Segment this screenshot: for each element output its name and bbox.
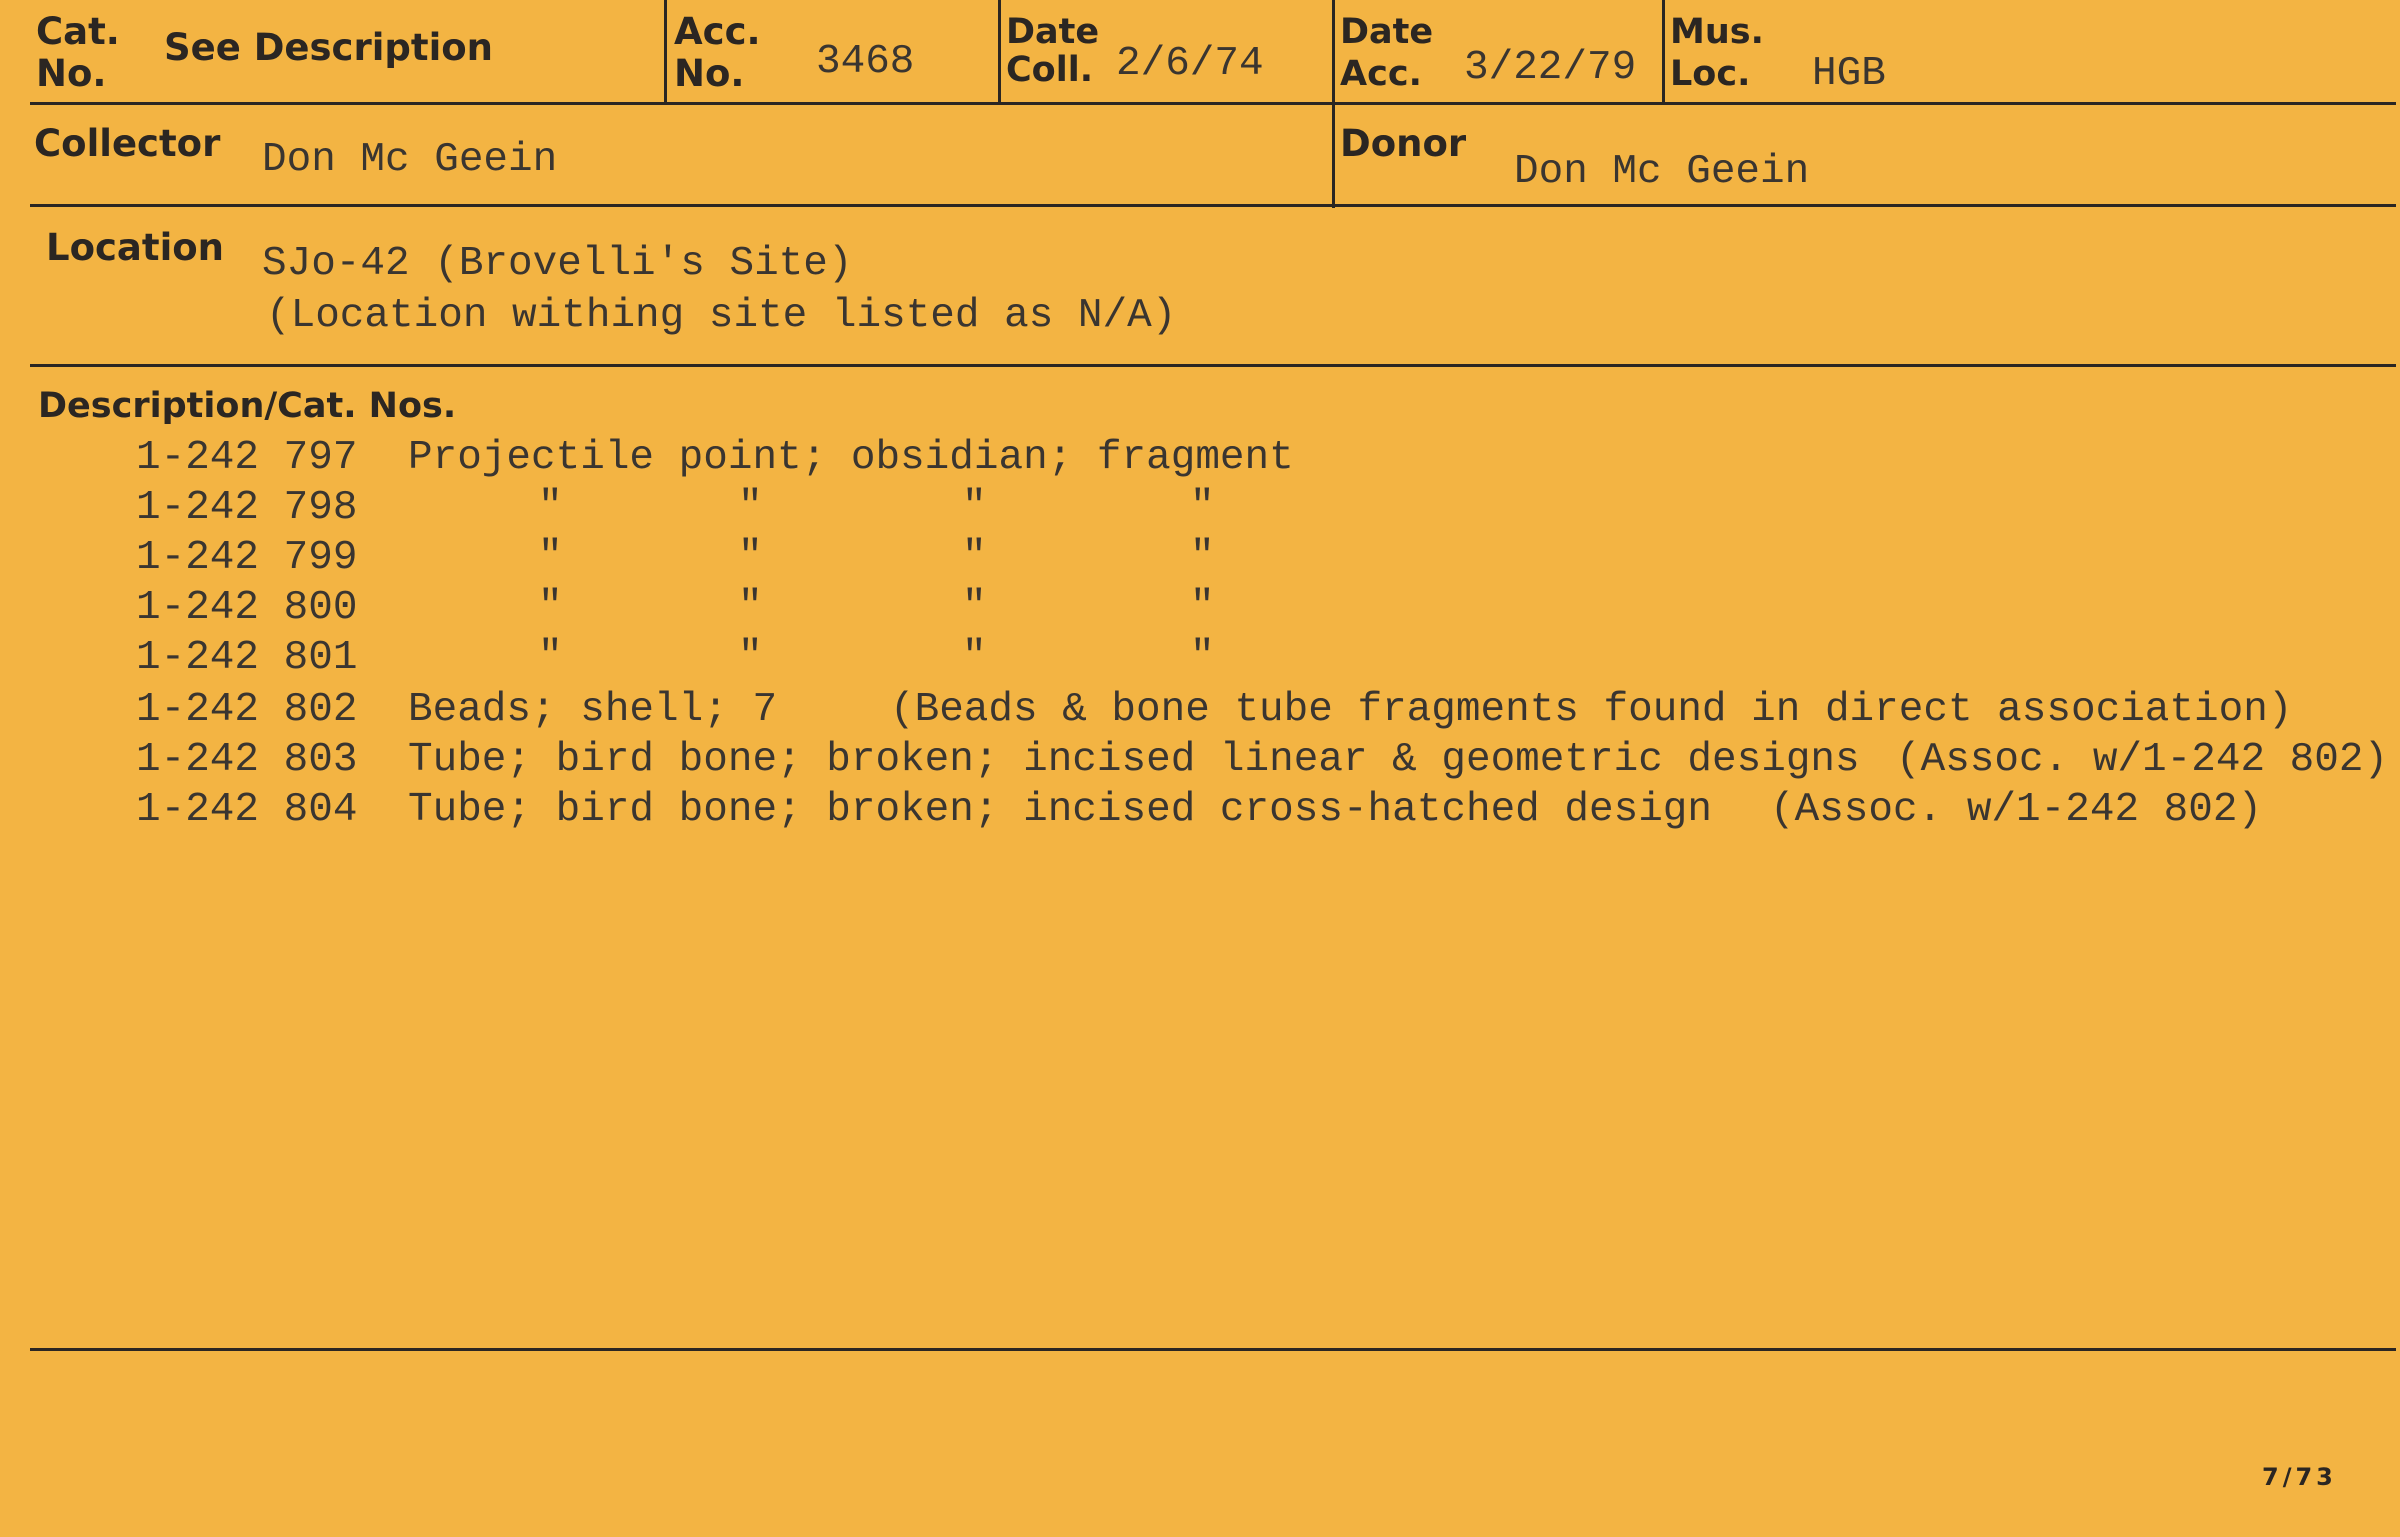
item-description: Projectile point; obsidian; fragment <box>408 435 1294 481</box>
donor-value: Don Mc Geein <box>1514 149 1810 195</box>
list-item <box>0 634 2400 684</box>
mus-loc-value: HGB <box>1812 51 1886 97</box>
donor-label: Donor <box>1340 122 1467 165</box>
ditto-mark: " <box>962 634 987 680</box>
ditto-mark: " <box>538 584 563 630</box>
date-acc-label-line1: Date <box>1340 12 1434 52</box>
list-item <box>0 686 2400 736</box>
ditto-mark: " <box>738 584 763 630</box>
item-description: Tube; bird bone; broken; incised cross-hatched design <box>408 787 1713 833</box>
date-coll-label-line2: Coll. <box>1006 50 1094 90</box>
date-acc-value: 3/22/79 <box>1464 45 1637 91</box>
header-divider-4 <box>1662 0 1665 104</box>
mus-loc-label-line1: Mus. <box>1670 12 1764 52</box>
header-divider-1 <box>664 0 667 104</box>
cat-number: 1-242 799 <box>136 535 358 581</box>
cat-number: 1-242 804 <box>136 787 358 833</box>
list-item <box>0 584 2400 634</box>
cat-number: 1-242 803 <box>136 737 358 783</box>
list-item <box>0 736 2400 786</box>
cat-number: 1-242 797 <box>136 435 358 481</box>
collector-rule <box>30 204 2396 207</box>
collector-value: Don Mc Geein <box>262 137 558 183</box>
cat-number: 1-242 802 <box>136 687 358 733</box>
ditto-mark: " <box>538 484 563 530</box>
ditto-mark: " <box>738 634 763 680</box>
header-divider-2 <box>998 0 1001 104</box>
ditto-mark: " <box>1190 584 1215 630</box>
date-coll-value: 2/6/74 <box>1116 41 1264 87</box>
header-rule <box>30 102 2396 105</box>
location-line2: (Location withing site listed as N/A) <box>266 293 1177 339</box>
location-rule <box>30 364 2396 367</box>
description-label: Description/Cat. Nos. <box>38 386 457 426</box>
acc-no-label-line1: Acc. <box>674 10 761 53</box>
ditto-mark: " <box>1190 534 1215 580</box>
item-description: Tube; bird bone; broken; incised linear & geometric designs <box>408 737 1860 783</box>
location-label: Location <box>46 226 225 269</box>
list-item <box>0 786 2400 836</box>
ditto-mark: " <box>1190 634 1215 680</box>
item-note: (Assoc. w/1-242 802) <box>1896 737 2389 783</box>
ditto-mark: " <box>738 534 763 580</box>
list-item <box>0 434 2400 484</box>
cat-no-label-line2: No. <box>36 52 107 95</box>
location-line1: SJo-42 (Brovelli's Site) <box>262 241 853 287</box>
date-coll-label-line1: Date <box>1006 12 1100 52</box>
ditto-mark: " <box>738 484 763 530</box>
form-code: 7/73 <box>2262 1463 2337 1491</box>
ditto-mark: " <box>962 534 987 580</box>
cat-number: 1-242 801 <box>136 635 358 681</box>
collector-label: Collector <box>34 122 221 165</box>
acc-no-label-line2: No. <box>674 52 745 95</box>
cat-no-label-line1: Cat. <box>36 10 120 53</box>
acc-no-value: 3468 <box>816 39 915 85</box>
ditto-mark: " <box>962 484 987 530</box>
item-note: (Assoc. w/1-242 802) <box>1770 787 2263 833</box>
ditto-mark: " <box>538 534 563 580</box>
bottom-rule <box>30 1348 2396 1351</box>
list-item <box>0 484 2400 534</box>
item-note: (Beads & bone tube fragments found in direct association) <box>890 687 2293 733</box>
list-item <box>0 534 2400 584</box>
date-acc-label-line2: Acc. <box>1340 54 1422 94</box>
cat-number: 1-242 798 <box>136 485 358 531</box>
ditto-mark: " <box>1190 484 1215 530</box>
mus-loc-label-line2: Loc. <box>1670 54 1751 94</box>
cat-number: 1-242 800 <box>136 585 358 631</box>
ditto-mark: " <box>538 634 563 680</box>
item-description: Beads; shell; 7 <box>408 687 778 733</box>
ditto-mark: " <box>962 584 987 630</box>
cat-no-value: See Description <box>164 26 494 69</box>
